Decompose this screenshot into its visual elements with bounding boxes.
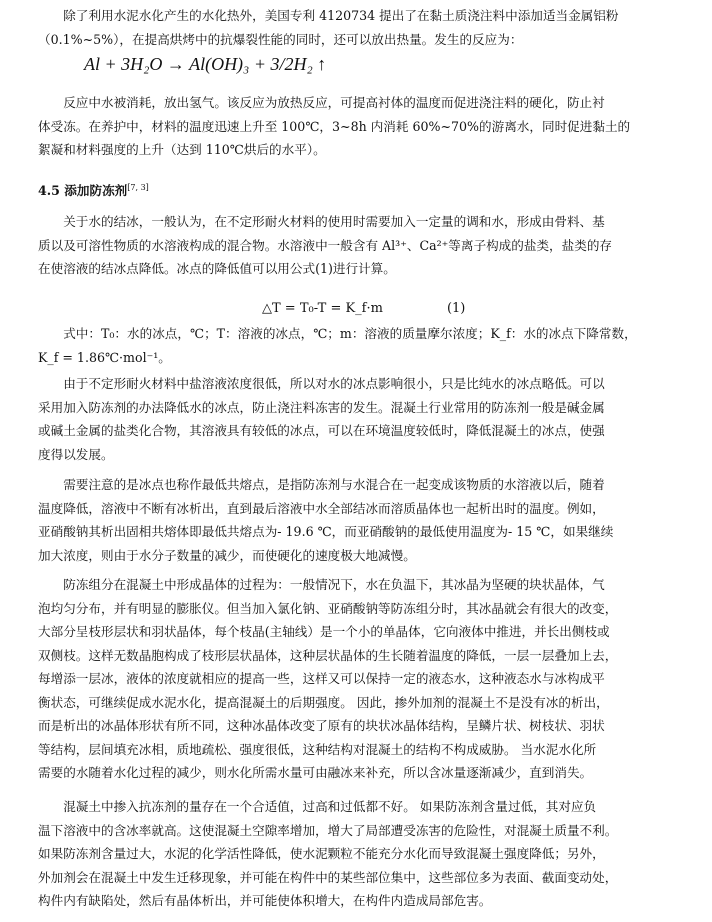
section-citation: [7, 3] — [127, 183, 149, 192]
text-line: 构件内有缺陷处，然后有晶体析出，并可能使体积增大，在构件内造成局部危害。 — [38, 893, 492, 908]
text-line: 外加剂会在混凝土中发生迁移现象，并可能在构件中的某些部位集中，这些部位多为表面、截面变动处， — [38, 869, 618, 885]
paragraph-reaction-effect — [38, 91, 630, 162]
text-line: 体受冻。在养护中，材料的温度迅速上升至 100℃，3~8h 内消耗 60%~70%的游离水，同时促进黏土的 — [38, 118, 631, 134]
paragraph-water-freezing — [38, 210, 612, 281]
text-line: 除了利用水泥水化产生的水化热外，美国专利 4120734 提出了在黏土质浇注料中添加适当金属铝粉 — [38, 8, 619, 23]
formula-number: (1) — [446, 301, 466, 316]
formula-expression: △T = T₀-T = K_f·m — [262, 301, 383, 316]
text-line: 大部分呈枝形层状和羽状晶体，每个枝晶(主轴线）是一个小的单晶体，它向液体中推进，并长出侧枝或 — [38, 624, 610, 639]
paragraph-aluminum-powder — [38, 4, 618, 51]
text-line: 等结构，层间填充冰相，质地疏松、强度很低，这种结构对混凝土的结构不构成威胁。 当水泥水化所 — [38, 741, 597, 757]
paragraph-dosage — [38, 795, 617, 913]
section-heading — [38, 178, 149, 201]
text-line: 双侧枝。这样无数晶胞构成了枝形层状晶体，这种层状晶体的生长随着温度的降低，一层一层叠加上去， — [38, 647, 618, 663]
reaction-equation: Al + 3H₂O → Al(OH)₃ + 3/2H₂ ↑ — [84, 54, 327, 74]
text-line: 如果防冻剂含量过大，水泥的化学活性降低，使水泥颗粒不能充分水化而导致混凝土强度降低；另外， — [38, 846, 605, 861]
text-line: 需要注意的是冰点也称作最低共熔点，是指防冻剂与水混合在一起变成该物质的水溶液以后，随着 — [38, 477, 605, 492]
text-line: 或碱土金属的盐类化合物，其溶液具有较低的冰点，可以在环境温度较低时，降低混凝土的冰点，使强 — [38, 423, 605, 438]
text-line: 亚硝酸钠其析出固相共熔体即最低共熔点为- 19.6 ℃，而亚硝酸钠的最低使用温度为- 15 ℃，如果继续 — [38, 524, 614, 539]
section-title: 4.5 添加防冻剂 — [38, 183, 128, 199]
text-line: 加大浓度，则由于水分子数量的减少，而使硬化的速度极大地减慢。 — [38, 547, 416, 563]
text-line: 而是析出的冰晶体形状有所不同，这种冰晶体改变了原有的块状冰晶体结构，呈鳞片状、树枝状、羽状 — [38, 718, 605, 733]
text-line: 度得以发展。 — [38, 446, 114, 462]
text-line: 衡状态，可继续促成水泥水化，提高混凝土的后期强度。 因此，掺外加剂的混凝土不是没有冰的析出， — [38, 694, 609, 710]
text-line: 由于不定形耐火材料中盐溶液浓度很低，所以对水的冰点影响很小，只是比纯水的冰点略低。可以 — [38, 376, 605, 391]
text-line: 混凝土中掺入抗冻剂的量存在一个合适值，过高和过低都不好。 如果防冻剂含量过低，其对应负 — [38, 799, 597, 814]
text-line: （0.1%~5%），在提高烘烤中的抗爆裂性能的同时，还可以放出热量。发生的反应为： — [38, 31, 523, 47]
text-line: 式中：T₀：水的冰点，℃；T：溶液的冰点，℃；m：溶液的质量摩尔浓度；K_f：水的冰点下降常数， — [38, 326, 637, 341]
text-line: 关于水的结冰，一般认为，在不定形耐火材料的使用时需要加入一定量的调和水，形成由骨料、基 — [38, 214, 605, 229]
text-line: 每增添一层冰，液体的浓度就相应的提高一些，这样又可以保持一定的液态水，这种液态水与冰构成平 — [38, 671, 605, 686]
paragraph-formula-legend — [38, 322, 637, 369]
paragraph-eutectic-point — [38, 473, 613, 567]
freezing-point-formula — [262, 299, 465, 319]
text-line: 反应中水被消耗，放出氢气。该反应为放热反应，可提高衬体的温度而促进浇注料的硬化，防止衬 — [38, 95, 605, 110]
text-line: 絮凝和材料强度的上升（达到 110℃烘后的水平）。 — [38, 142, 326, 157]
text-line: K_f = 1.86℃·mol⁻¹。 — [38, 349, 171, 365]
text-line: 在使溶液的结冰点降低。冰点的降低值可以用公式(1)进行计算。 — [38, 261, 396, 276]
text-line: 温度降低，溶液中不断有冰析出，直到最后溶液中水全部结冰而溶质晶体也一起析出时的温度。例如， — [38, 500, 605, 516]
text-line: 采用加入防冻剂的办法降低水的冰点，防止浇注料冻害的发生。混凝土行业常用的防冻剂一般是碱金属 — [38, 399, 605, 415]
text-line: 温下溶液中的含冰率就高。这使混凝土空隙率增加，增大了局部遭受冻害的危险性，对混凝土质量不利。 — [38, 822, 618, 838]
paragraph-antifreeze-usage — [38, 372, 605, 466]
text-line: 质以及可溶性物质的水溶液构成的混合物。水溶液中一般含有 Al³⁺、Ca²⁺等离子构成的盐类，盐类的存 — [38, 237, 613, 253]
paragraph-crystal-formation — [38, 573, 617, 785]
text-line: 需要的水随着水化过程的减少，则水化所需水量可由融冰来补充，所以含冰量逐渐减少，直到消失。 — [38, 765, 593, 780]
text-line: 防冻组分在混凝土中形成晶体的过程为：一般情况下，水在负温下，其冰晶为坚硬的块状晶体，气 — [38, 577, 605, 592]
text-line: 泡均匀分布，并有明显的膨胀仪。但当加入氯化钠、亚硝酸钠等防冻组分时，其冰晶就会有很大的改变， — [38, 600, 618, 616]
